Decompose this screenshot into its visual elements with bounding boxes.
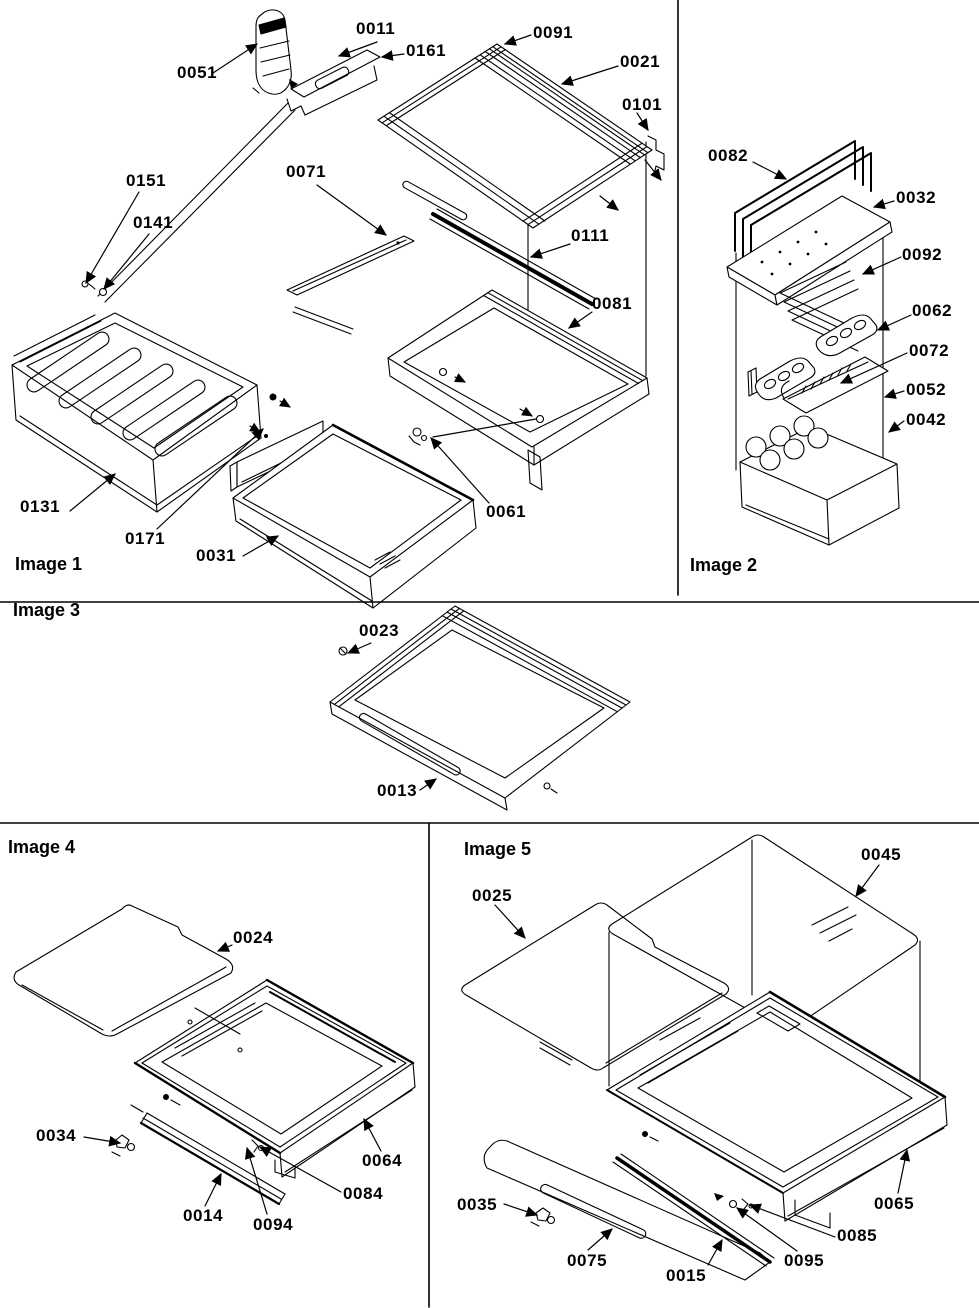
part-label-0014: 0014 (183, 1206, 224, 1225)
image1-drawing (12, 10, 664, 608)
part-label-0065: 0065 (874, 1194, 915, 1213)
leader-0091 (505, 35, 531, 44)
leader-0075 (588, 1229, 612, 1250)
part-drawing-0024 (14, 905, 233, 1036)
leader-0082 (753, 162, 786, 179)
part-label-0081: 0081 (592, 294, 633, 313)
leader-0071 (317, 185, 386, 235)
part-label-0011: 0011 (356, 19, 396, 38)
part-drawing-0042 (740, 416, 899, 545)
leader-0084 (260, 1147, 341, 1192)
part-label-0071: 0071 (286, 162, 327, 181)
part-label-0032: 0032 (896, 188, 937, 207)
leader-0051 (213, 44, 257, 73)
part-label-0171: 0171 (125, 529, 166, 548)
leader-0131 (70, 474, 115, 511)
leader-0111 (531, 244, 570, 257)
part-drawing-0051 (253, 10, 291, 94)
part-drawing-0131 (12, 313, 261, 512)
part-drawing-0034 (112, 1135, 135, 1156)
part-label-0051: 0051 (177, 63, 218, 82)
image2-drawing (727, 141, 899, 545)
section-label-image-2: Image 2 (690, 555, 758, 575)
leader-0045 (856, 865, 879, 896)
part-label-0035: 0035 (457, 1195, 498, 1214)
leader-0021 (562, 66, 618, 84)
part-drawing-0081 (388, 290, 649, 490)
section-label-image-5: Image 5 (464, 839, 532, 859)
part-label-0095: 0095 (784, 1251, 825, 1270)
leader-0065 (898, 1150, 907, 1193)
part-drawing-0035 (531, 1208, 555, 1226)
image4-drawing (14, 905, 415, 1204)
part-label-0064: 0064 (362, 1151, 403, 1170)
part-label-0101: 0101 (622, 95, 663, 114)
section-label-image-4: Image 4 (8, 837, 76, 857)
part-drawing-0031 (230, 394, 476, 609)
leader-0052 (885, 391, 904, 397)
image5-drawing (462, 835, 947, 1280)
leader-0081 (569, 312, 592, 328)
leader-0161 (382, 54, 404, 57)
leader-0032 (874, 201, 894, 207)
leader-0064 (364, 1119, 381, 1151)
leader-0014 (205, 1174, 221, 1206)
part-label-0031: 0031 (196, 546, 237, 565)
part-label-0131: 0131 (20, 497, 61, 516)
part-label-0045: 0045 (861, 845, 902, 864)
part-label-0111: 0111 (571, 226, 610, 245)
leader-0085 (750, 1205, 835, 1237)
leader-0023 (348, 643, 371, 653)
part-label-0025: 0025 (472, 886, 513, 905)
part-label-0024: 0024 (233, 928, 274, 947)
section-label-image-1: Image 1 (15, 554, 83, 574)
leader-0035 (504, 1204, 537, 1215)
part-label-0151: 0151 (126, 171, 167, 190)
part-label-0075: 0075 (567, 1251, 608, 1270)
leader-0034 (84, 1137, 120, 1143)
leader-0013 (420, 779, 436, 790)
leader-0025 (495, 905, 525, 938)
leader-0101 (637, 113, 648, 130)
part-label-0091: 0091 (533, 23, 574, 42)
leader-0092 (863, 257, 901, 274)
part-drawing-0071 (287, 236, 414, 295)
part-label-0141: 0141 (133, 213, 174, 232)
part-label-0023: 0023 (359, 621, 400, 640)
part-label-0042: 0042 (906, 410, 947, 429)
section-label-image-3: Image 3 (13, 600, 81, 620)
part-drawing-0085-0095 (714, 1193, 753, 1209)
part-label-0092: 0092 (902, 245, 943, 264)
part-label-0013: 0013 (377, 781, 418, 800)
leader-0151 (86, 192, 139, 283)
part-label-0021: 0021 (620, 52, 661, 71)
leader-0024 (218, 945, 232, 951)
part-label-0085: 0085 (837, 1226, 878, 1245)
part-drawing-0101 (648, 136, 664, 176)
part-label-0082: 0082 (708, 146, 749, 165)
leader-0042 (889, 421, 904, 432)
part-label-0062: 0062 (912, 301, 953, 320)
leader-0101-screw-a (645, 160, 661, 180)
part-drawing-0061 (409, 428, 427, 445)
part-drawing-0023-screw (339, 647, 347, 655)
part-label-0015: 0015 (666, 1266, 707, 1285)
part-label-0034: 0034 (36, 1126, 77, 1145)
part-drawing-0111 (430, 209, 596, 309)
part-label-0061: 0061 (486, 502, 527, 521)
leader-0101-screw-b (600, 196, 618, 210)
part-drawing-0021 (378, 41, 664, 228)
part-drawing-support-rod (293, 307, 353, 334)
part-drawing-0064 (135, 980, 415, 1178)
part-label-0094: 0094 (253, 1215, 294, 1234)
part-label-0161: 0161 (406, 41, 447, 60)
leader-0031 (243, 536, 278, 556)
part-label-0072: 0072 (909, 341, 950, 360)
part-label-0052: 0052 (906, 380, 947, 399)
part-label-0084: 0084 (343, 1184, 384, 1203)
